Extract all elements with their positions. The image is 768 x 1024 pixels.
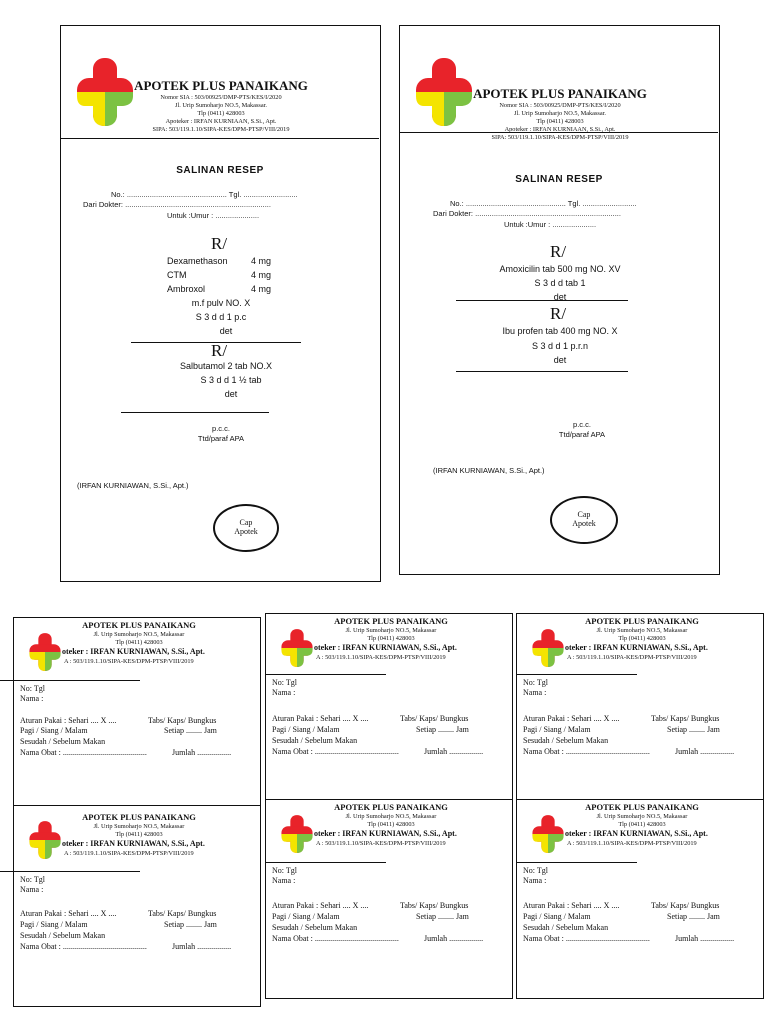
rx-symbol: R/ (550, 242, 567, 261)
etiket-address: Jl. Urip Sumoharjo NO.5, Makassar (345, 627, 437, 634)
etiket-name: APOTEK PLUS PANAIKANG (334, 802, 448, 812)
etiket-divider (0, 871, 140, 872)
etiket-no-tgl: No: Tgl (20, 684, 45, 693)
etiket-aturan: Aturan Pakai : Sehari .... X .... (523, 714, 620, 723)
etiket-nama: Nama : (20, 694, 44, 703)
etiket-aturan: Aturan Pakai : Sehari .... X .... (272, 714, 369, 723)
pharmacy-stamp (213, 504, 279, 552)
etiket-no-tgl: No: Tgl (523, 866, 548, 875)
etiket-nama: Nama : (272, 876, 296, 885)
etiket-aturan: Aturan Pakai : Sehari .... X .... (523, 901, 620, 910)
etiket-apoteker: oteker : IRFAN KURNIAWAN, S.Si., Apt. (62, 647, 205, 656)
etiket-no-tgl: No: Tgl (20, 875, 45, 884)
etiket-nama-obat: Nama Obat : .......................................... (20, 748, 147, 757)
rx-dose-2: 4 mg (251, 270, 272, 280)
etiket-address: Jl. Urip Sumoharjo NO.5, Makassar (93, 631, 185, 638)
pharmacy-phone: Tlp (0411) 428003 (197, 110, 245, 117)
pharmacy-address: Jl. Urip Sumoharjo NO.5, Makassar. (175, 102, 267, 109)
etiket-nama-obat: Nama Obat : .......................................... (272, 747, 399, 756)
ttd-label: Ttd/paraf APA (558, 430, 606, 439)
etiket-apoteker: oteker : IRFAN KURNIAWAN, S.Si., Apt. (314, 643, 457, 652)
rx-drug-1: Dexamethason (167, 256, 228, 266)
etiket-divider (0, 680, 140, 681)
etiket-apoteker: oteker : IRFAN KURNIAWAN, S.Si., Apt. (565, 643, 708, 652)
signer-name: (IRFAN KURNIAWAN, S.Si., Apt.) (433, 466, 545, 475)
etiket-phone: Tlp (0411) 428003 (367, 821, 415, 828)
etiket-address: Jl. Urip Sumoharjo NO.5, Makassar (93, 823, 185, 830)
etiket-sipa: A : 503/119.1.10/SIPA-KES/DPM-PTSP/VIII/2019 (567, 840, 697, 847)
etiket-divider (266, 674, 386, 675)
rx-drug-3: Ambroxol (167, 284, 206, 294)
pharmacy-phone: Tlp (0411) 428003 (536, 118, 584, 125)
rx-dose-3: 4 mg (251, 284, 272, 294)
salinan-title: SALINAN RESEP (176, 165, 264, 176)
etiket-apoteker: oteker : IRFAN KURNIAWAN, S.Si., Apt. (565, 829, 708, 838)
etiket-jumlah: Jumlah ................. (172, 942, 232, 951)
etiket-setiap: Setiap ........ Jam (164, 726, 217, 735)
etiket-setiap: Setiap ........ Jam (416, 725, 469, 734)
pharmacy-cross-logo (280, 628, 314, 668)
dokter-line: Dari Dokter: ...................................................................... (433, 209, 621, 218)
etiket-aturan: Aturan Pakai : Sehari .... X .... (20, 716, 117, 725)
etiket-phone: Tlp (0411) 428003 (618, 821, 666, 828)
pharmacy-sia: Nomor SIA : 503/00925/DMP-PTS/KES/I/2020 (160, 94, 282, 101)
stamp-line-2: Apotek (572, 519, 596, 528)
pharmacy-name: APOTEK PLUS PANAIKANG (134, 78, 308, 93)
no-tgl-line: No.: ................................................ Tgl. .......................... (111, 190, 298, 199)
etiket-name: APOTEK PLUS PANAIKANG (585, 616, 699, 626)
rx2-signa: S 3 d d 1 ½ tab (200, 375, 262, 385)
etiket-apoteker: oteker : IRFAN KURNIAWAN, S.Si., Apt. (62, 839, 205, 848)
etiket-jumlah: Jumlah ................. (675, 934, 735, 943)
pharmacy-apoteker: Apoteker : IRFAN KURNIAAN, S.Si., Apt. (504, 126, 616, 133)
etiket-bentuk: Tabs/ Kaps/ Bungkus (651, 714, 720, 723)
etiket-no-tgl: No: Tgl (272, 866, 297, 875)
pharmacy-cross-logo (531, 628, 565, 668)
header-divider (400, 132, 718, 133)
rx-mf: m.f pulv NO. X (191, 298, 251, 308)
etiket-label-4 (13, 805, 261, 1007)
etiket-jumlah: Jumlah ................. (424, 934, 484, 943)
etiket-waktu: Pagi / Siang / Malam (20, 920, 88, 929)
header-divider (61, 138, 379, 139)
pharmacy-name: APOTEK PLUS PANAIKANG (473, 86, 647, 101)
etiket-phone: Tlp (0411) 428003 (618, 635, 666, 642)
signer-name: (IRFAN KURNIAWAN, S.Si., Apt.) (77, 481, 189, 490)
pcc-label: p.c.c. (212, 424, 230, 433)
etiket-makan: Sesudah / Sebelum Makan (523, 736, 609, 745)
pharmacy-apoteker: Apoteker : IRFAN KURNIAAN, S.Si., Apt. (165, 118, 277, 125)
stamp-line-1: Cap (239, 518, 253, 527)
etiket-makan: Sesudah / Sebelum Makan (20, 931, 106, 940)
etiket-nama-obat: Nama Obat : .......................................... (523, 747, 650, 756)
etiket-makan: Sesudah / Sebelum Makan (523, 923, 609, 932)
salinan-resep-right (399, 25, 720, 575)
etiket-label-6 (516, 799, 764, 999)
etiket-makan: Sesudah / Sebelum Makan (20, 737, 106, 746)
pcc-label: p.c.c. (573, 420, 591, 429)
etiket-label-1 (13, 617, 261, 810)
pharmacy-cross-logo (28, 820, 62, 860)
etiket-bentuk: Tabs/ Kaps/ Bungkus (148, 909, 217, 918)
etiket-name: APOTEK PLUS PANAIKANG (585, 802, 699, 812)
etiket-phone: Tlp (0411) 428003 (115, 831, 163, 838)
pharmacy-sipa: SIPA: 503/119.1.10/SIPA-KES/DPM-PTSP/VIII/2019 (152, 126, 290, 133)
pharmacy-cross-logo (28, 632, 62, 672)
etiket-setiap: Setiap ........ Jam (164, 920, 217, 929)
rx1-underline (456, 300, 628, 301)
no-tgl-line: No.: ................................................ Tgl. .......................... (450, 199, 637, 208)
etiket-nama-obat: Nama Obat : .......................................... (523, 934, 650, 943)
etiket-divider (517, 862, 637, 863)
etiket-nama: Nama : (20, 885, 44, 894)
etiket-name: APOTEK PLUS PANAIKANG (334, 616, 448, 626)
etiket-setiap: Setiap ........ Jam (667, 725, 720, 734)
rx2-det: det (224, 389, 238, 399)
etiket-jumlah: Jumlah ................. (424, 747, 484, 756)
untuk-umur-line: Untuk :Umur : ..................... (167, 211, 260, 220)
pharmacy-sipa: SIPA: 503/119.1.10/SIPA-KES/DPM-PTSP/VIII/2019 (491, 134, 629, 141)
etiket-waktu: Pagi / Siang / Malam (20, 726, 88, 735)
etiket-bentuk: Tabs/ Kaps/ Bungkus (651, 901, 720, 910)
etiket-waktu: Pagi / Siang / Malam (272, 912, 340, 921)
pharmacy-stamp (550, 496, 618, 544)
etiket-waktu: Pagi / Siang / Malam (523, 912, 591, 921)
etiket-aturan: Aturan Pakai : Sehari .... X .... (20, 909, 117, 918)
rx-drug-2: CTM (167, 270, 187, 280)
etiket-nama: Nama : (523, 876, 547, 885)
etiket-divider (266, 862, 386, 863)
etiket-makan: Sesudah / Sebelum Makan (272, 923, 358, 932)
rx1-det: det (553, 292, 567, 302)
etiket-setiap: Setiap ........ Jam (416, 912, 469, 921)
rx-signa: S 3 d d 1 p.c (195, 312, 247, 322)
pharmacy-sia: Nomor SIA : 503/00925/DMP-PTS/KES/I/2020 (499, 102, 621, 109)
untuk-umur-line: Untuk :Umur : ..................... (504, 220, 597, 229)
etiket-address: Jl. Urip Sumoharjo NO.5, Makassar (596, 813, 688, 820)
etiket-sipa: A : 503/119.1.10/SIPA-KES/DPM-PTSP/VIII/2019 (567, 654, 697, 661)
rx2-underline (121, 412, 269, 413)
etiket-sipa: A : 503/119.1.10/SIPA-KES/DPM-PTSP/VIII/2019 (316, 654, 446, 661)
etiket-nama-obat: Nama Obat : .......................................... (20, 942, 147, 951)
etiket-apoteker: oteker : IRFAN KURNIAWAN, S.Si., Apt. (314, 829, 457, 838)
pharmacy-cross-logo (414, 56, 474, 128)
etiket-nama-obat: Nama Obat : .......................................... (272, 934, 399, 943)
stamp-line-2: Apotek (234, 527, 258, 536)
salinan-resep-left (60, 25, 381, 582)
etiket-nama: Nama : (523, 688, 547, 697)
rx1-signa: S 3 d d tab 1 (534, 278, 586, 288)
etiket-name: APOTEK PLUS PANAIKANG (82, 620, 196, 630)
etiket-label-2 (265, 613, 513, 801)
etiket-waktu: Pagi / Siang / Malam (272, 725, 340, 734)
salinan-title: SALINAN RESEP (515, 174, 603, 185)
rx2-underline (456, 371, 628, 372)
pharmacy-cross-logo (280, 814, 314, 854)
rx2-det: det (553, 355, 567, 365)
etiket-bentuk: Tabs/ Kaps/ Bungkus (400, 901, 469, 910)
etiket-sipa: A : 503/119.1.10/SIPA-KES/DPM-PTSP/VIII/2019 (64, 850, 194, 857)
pharmacy-address: Jl. Urip Sumoharjo NO.5, Makassar. (514, 110, 606, 117)
stamp-line-1: Cap (577, 510, 591, 519)
etiket-address: Jl. Urip Sumoharjo NO.5, Makassar (345, 813, 437, 820)
etiket-label-5 (265, 799, 513, 999)
etiket-sipa: A : 503/119.1.10/SIPA-KES/DPM-PTSP/VIII/2019 (316, 840, 446, 847)
pharmacy-cross-logo (75, 56, 135, 128)
ttd-label: Ttd/paraf APA (197, 434, 245, 443)
etiket-no-tgl: No: Tgl (272, 678, 297, 687)
etiket-waktu: Pagi / Siang / Malam (523, 725, 591, 734)
pharmacy-cross-logo (531, 814, 565, 854)
rx1-drug: Amoxicilin tab 500 mg NO. XV (499, 264, 621, 274)
etiket-phone: Tlp (0411) 428003 (367, 635, 415, 642)
etiket-jumlah: Jumlah ................. (172, 748, 232, 757)
rx-dose-1: 4 mg (251, 256, 272, 266)
etiket-divider (517, 674, 637, 675)
rx2-drug: Salbutamol 2 tab NO.X (179, 361, 273, 371)
etiket-address: Jl. Urip Sumoharjo NO.5, Makassar (596, 627, 688, 634)
rx-symbol-2: R/ (550, 304, 567, 323)
etiket-makan: Sesudah / Sebelum Makan (272, 736, 358, 745)
etiket-name: APOTEK PLUS PANAIKANG (82, 812, 196, 822)
rx-det: det (219, 326, 233, 336)
etiket-no-tgl: No: Tgl (523, 678, 548, 687)
etiket-nama: Nama : (272, 688, 296, 697)
etiket-sipa: A : 503/119.1.10/SIPA-KES/DPM-PTSP/VIII/2019 (64, 658, 194, 665)
etiket-phone: Tlp (0411) 428003 (115, 639, 163, 646)
rx-symbol: R/ (211, 234, 228, 253)
dokter-line: Dari Dokter: ...................................................................... (83, 200, 271, 209)
etiket-jumlah: Jumlah ................. (675, 747, 735, 756)
etiket-bentuk: Tabs/ Kaps/ Bungkus (148, 716, 217, 725)
rx-symbol-2: R/ (211, 341, 228, 360)
etiket-bentuk: Tabs/ Kaps/ Bungkus (400, 714, 469, 723)
rx2-drug: Ibu profen tab 400 mg NO. X (502, 326, 618, 336)
etiket-setiap: Setiap ........ Jam (667, 912, 720, 921)
etiket-aturan: Aturan Pakai : Sehari .... X .... (272, 901, 369, 910)
rx2-signa: S 3 d d 1 p.r.n (531, 341, 589, 351)
etiket-label-3 (516, 613, 764, 801)
